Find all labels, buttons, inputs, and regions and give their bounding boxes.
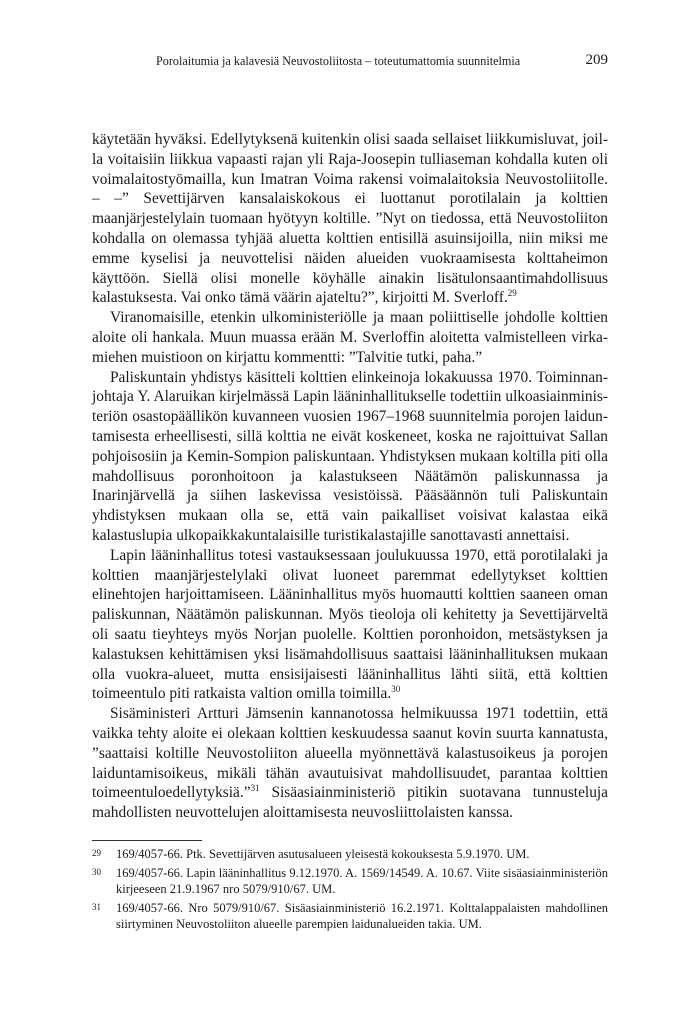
footnote-30 bbox=[92, 865, 608, 898]
paragraph-text-continued: Sisäasiainministeriö pitikin suotavana tunnusteluja mahdollisten neuvottelujen aloittamisesta neuvosliittolaisten kanssa. bbox=[92, 784, 608, 822]
footnotes bbox=[92, 846, 608, 935]
paragraph-text: Paliskuntain yhdistys käsitteli kolttien elinkeinoja lokakuussa 1970. Toiminnanjohtaja Y. Alaruikan kirjelmässä Lapin lääninhallitukselle todettiin ulkoasiainministeriön osastopäällikön kuvanneen vuosien 1967–1968 suunnitelmia porojen laiduntamisesta erheellisesti, sillä kolttia ne eivät koskeneet, koska ne rajoittuivat Sallan pohjoisosiin ja Kemin-Sompion paliskuntaan. Yhdistyksen mukaan koltilla piti olla mahdollisuus poronhoitoon ja kalastukseen Näätämön paliskunnassa ja Inarinjärvellä ja siihen laskevissa vesistöissä. Pääsäännön tuli Paliskuntain yhdistyksen mukaan olla se, että vain paikalliset voisivat kalastaa eikä kalastuslupia ulkopaikkakuntalaisille turistikalastajille sanottavasti annettaisi. bbox=[92, 368, 608, 544]
footnote-number: 29 bbox=[92, 848, 101, 858]
running-header bbox=[92, 52, 608, 72]
page-number: 209 bbox=[585, 52, 608, 68]
footnote-number: 30 bbox=[92, 866, 101, 877]
footnote-31 bbox=[92, 900, 608, 933]
footnote-text: 169/4057-66. Lapin lääninhallitus 9.12.1970. A. 1569/14549. A. 10.67. Viite sisäasiainministeriön kirjeeseen 21.9.1967 nro 5079/910/67. UM. bbox=[116, 865, 608, 896]
paragraph-2 bbox=[92, 308, 608, 367]
footnote-29 bbox=[92, 846, 608, 863]
paragraph-1 bbox=[92, 130, 608, 308]
body-text bbox=[92, 130, 608, 823]
footnote-divider bbox=[92, 840, 202, 841]
running-title: Porolaitumia ja kalavesiä Neuvostoliitosta – toteutumattomia suunnitelmia bbox=[156, 54, 521, 68]
paragraph-text: Lapin lääninhallitus totesi vastauksessaan joulukuussa 1970, että porotilalaki ja kolttien maanjärjestelylaki olivat luoneet paremmat edellytykset kolttien elinehtojen harjoittamiseen. Lääninhallitus myös huomautti kolttien saaneen oman paliskunnan, Näätämön paliskunnan. Myös tieoloja oli kehitetty ja Sevettijärveltä oli saatu tieyhteys myös Norjan puolelle. Kolttien poronhoidon, metsästyksen ja kalastuksen kehittämisen yksi lisämahdollisuus saattaisi lääninhallituksen mukaan olla vuokra-alueet, mutta ensisijaisesti lääninhallitus lähti siitä, että kolttien toimeentulo piti ratkaista valtion omilla toimilla. bbox=[92, 546, 608, 703]
footnote-text: 169/4057-66. Nro 5079/910/67. Sisäasiainministeriö 16.2.1971. Kolttalappalaisten mahdollinen siirtyminen Neuvostoliiton alueelle parempien laidunalueiden takia. UM. bbox=[116, 900, 608, 931]
footnote-ref-30: 30 bbox=[391, 684, 401, 695]
footnote-number: 31 bbox=[92, 901, 101, 912]
footnote-ref-31: 31 bbox=[250, 783, 260, 794]
paragraph-text: Sisäministeri Artturi Jämsenin kannanotossa helmikuussa 1971 todettiin, että vaikka tehty aloite ei olekaan kolttien keskuudessa saanut kovin suurta kannatusta, ”saattaisi koltille Neuvostoliiton alueella myönnettävä kalastusoikeus ja porojen laiduntamisoikeus, mikäli tähän avautuisivat mahdollisuudet, parantaa kolttien toimeentuloedellytyksiä.” bbox=[92, 705, 608, 802]
paragraph-3 bbox=[92, 368, 608, 546]
footnote-text: 169/4057-66. Ptk. Sevettijärven asutusalueen yleisestä kokouksesta 5.9.1970. UM. bbox=[116, 847, 530, 861]
paragraph-5 bbox=[92, 704, 608, 823]
paragraph-text: käytetään hyväksi. Edellytyksenä kuitenkin olisi saada sellaiset liikkumisluvat, joilla voitaisiin liikkua vapaasti rajan yli Raja-Joosepin tulliaseman kohdalla kuten oli voimalaitostyömailla, kun Imatran Voima rakensi voimalaitoksia Neuvostoliitolle. – –” Sevettijärven kansalaiskokous ei luottanut porotilalain ja kolttien maanjärjestelylain tuomaan hyötyyn koltille. ”Nyt on tiedossa, että Neuvostoliiton kohdalla on olemassa tyhjää aluetta kolttien entisillä asuinsijoilla, niin miksi me emme kyselisi ja neuvottelisi näiden alueiden vuokraamisesta kolttaheimon käyttöön. Siellä olisi monelle köyhälle ainakin lisätulonsaantimahdollisuus kalastuksesta. Vai onko tämä väärin ajateltu?”, kirjoitti M. Sverloff. bbox=[92, 131, 608, 307]
paragraph-text: Viranomaisille, etenkin ulkoministeriölle ja maan poliittiselle johdolle kolttien aloite oli hankala. Muun muassa erään M. Sverloffin aloitetta valmistelleen virkamiehen muistioon on kirjattu kommentti: ”Talvitie tutki, paha.” bbox=[92, 309, 608, 366]
footnote-ref-29: 29 bbox=[507, 288, 517, 299]
paragraph-4 bbox=[92, 546, 608, 704]
